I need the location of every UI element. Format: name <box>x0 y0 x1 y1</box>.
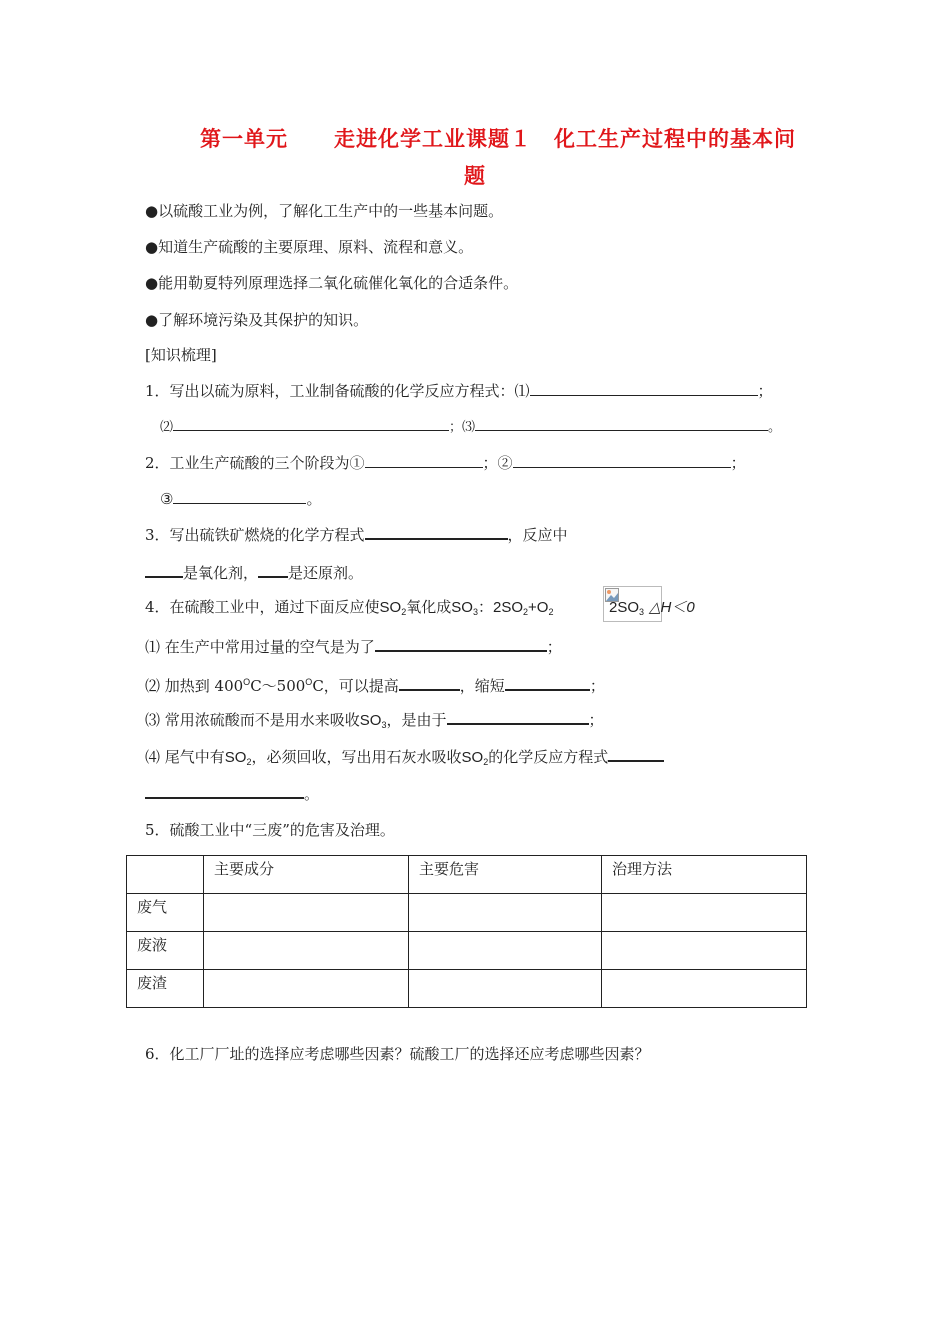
row-label: 废液 <box>127 932 204 970</box>
q4-blank-4a[interactable] <box>608 746 664 762</box>
question-3-line2 <box>145 562 363 583</box>
objective-3: ●能用勒夏特列原理选择二氧化硫催化氧化的合适条件。 <box>145 274 519 292</box>
question-2-line2 <box>160 489 321 509</box>
q3-mid: ，反应中 <box>507 526 568 544</box>
objective-4: ●了解环境污染及其保护的知识。 <box>145 311 369 329</box>
q1-blank-3[interactable] <box>475 416 768 431</box>
table-cell[interactable] <box>409 970 602 1008</box>
q4-p2-end: ； <box>589 677 605 695</box>
q2-p3: ③ <box>160 490 174 508</box>
row-label: 废渣 <box>127 970 204 1008</box>
table-header-cell <box>127 856 204 894</box>
q4-p2c: C，可以提高 <box>312 677 399 695</box>
table-cell[interactable] <box>204 894 409 932</box>
question-5: 5．硫酸工业中“三废”的危害及治理。 <box>145 821 395 839</box>
q1-blank-1[interactable] <box>530 381 758 396</box>
q2-blank-1[interactable] <box>365 453 483 468</box>
q1-end: 。 <box>768 420 782 435</box>
page-title <box>200 123 796 153</box>
q4-p4c: 的化学反应方程式 <box>488 748 609 766</box>
table-row <box>127 932 807 970</box>
q3-blank-1[interactable] <box>365 524 508 540</box>
question-1-line2 <box>160 416 781 438</box>
q2-sep2: ； <box>730 454 746 472</box>
question-4-part-3 <box>145 709 604 731</box>
table-cell[interactable] <box>204 932 409 970</box>
table-cell[interactable] <box>204 970 409 1008</box>
q4-p4-end: 。 <box>304 785 320 803</box>
table-header-cell: 主要危害 <box>409 856 602 894</box>
enthalpy-change: △H＜0 <box>649 599 695 616</box>
q3-line2a: 是氧化剂， <box>183 564 259 582</box>
objective-1: ●以硫酸工业为例，了解化工生产中的一些基本问题。 <box>145 202 504 220</box>
question-4-part-2 <box>145 672 605 696</box>
question-4-part-4 <box>145 746 664 768</box>
section-heading: [知识梳理] <box>145 346 217 364</box>
table-header-row <box>127 856 807 894</box>
q4-p3b: ，是由于 <box>386 711 447 729</box>
q2-sep1: ；② <box>482 454 513 472</box>
q4-p2a: ⑵ 加热到 400 <box>145 677 244 695</box>
question-4 <box>145 597 553 618</box>
q3-blank-2[interactable] <box>145 562 183 578</box>
q4-colon: ： <box>477 598 493 616</box>
question-1 <box>145 381 773 401</box>
q4-p4-so2b: $SO_2$ <box>461 749 489 767</box>
question-3 <box>145 524 568 545</box>
q4-p1-end: ； <box>546 638 562 656</box>
row-label: 废气 <box>127 894 204 932</box>
reaction-right: $2SO_3$ <box>609 599 645 617</box>
table-header-cell: 主要成分 <box>204 856 409 894</box>
q4-p2b: C～500 <box>250 677 306 695</box>
q4-p3a: ⑶ 常用浓硫酸而不是用水来吸收 <box>145 711 360 729</box>
q4-blank-3[interactable] <box>447 709 589 725</box>
q4-blank-2b[interactable] <box>505 675 590 691</box>
q4-blank-2a[interactable] <box>399 675 460 691</box>
q4-p4a: ⑷ 尾气中有 <box>145 748 225 766</box>
q4-text: 4．在硫酸工业中，通过下面反应使 <box>145 598 380 616</box>
three-wastes-table <box>126 855 807 1008</box>
q3-blank-3[interactable] <box>258 562 288 578</box>
table-cell[interactable] <box>409 894 602 932</box>
q4-p1: ⑴ 在生产中常用过量的空气是为了 <box>145 638 375 656</box>
reaction-left: $2SO_2+O_2$ <box>492 599 554 617</box>
table-cell[interactable] <box>602 932 807 970</box>
degree-mark-2: O <box>305 677 313 687</box>
q4-p2d: ，缩短 <box>459 677 505 695</box>
q4-p4-so2: $SO_2$ <box>224 749 252 767</box>
q2-blank-3[interactable] <box>173 489 306 504</box>
page-title-line2: 题 <box>464 163 486 188</box>
question-4-part-1 <box>145 636 562 657</box>
q4-blank-1[interactable] <box>375 636 547 652</box>
objective-2: ●知道生产硫酸的主要原理、原料、流程和意义。 <box>145 238 474 256</box>
q2-end: 。 <box>306 490 322 508</box>
q1-blank-2[interactable] <box>173 416 449 431</box>
q4-blank-4b[interactable] <box>145 783 304 799</box>
q4-p3-end: ； <box>588 711 604 729</box>
table-row <box>127 970 807 1008</box>
q1-p2: ⑵ <box>160 420 174 435</box>
question-6: 6．化工厂厂址的选择应考虑哪些因素？硫酸工厂的选择还应考虑哪些因素？ <box>145 1045 650 1063</box>
q4-so3: $SO_3$ <box>451 599 478 617</box>
degree-mark: O <box>243 677 251 687</box>
table-header-cell: 治理方法 <box>602 856 807 894</box>
question-4-part-4-line2 <box>145 783 319 804</box>
table-row <box>127 894 807 932</box>
table-cell[interactable] <box>602 894 807 932</box>
table-cell[interactable] <box>409 932 602 970</box>
q4-p3-so3: $SO_3$ <box>359 712 387 730</box>
q2-text: 2．工业生产硫酸的三个阶段为① <box>145 454 365 472</box>
question-2 <box>145 453 746 473</box>
q1-sep2: ；⑶ <box>449 420 476 435</box>
q4-so2: $SO_2$ <box>379 599 407 617</box>
q4-p4b: ，必须回收，写出用石灰水吸收 <box>251 748 462 766</box>
table-cell[interactable] <box>602 970 807 1008</box>
q4-oxidize: 氧化成 <box>406 598 452 616</box>
q3-line2b: 是还原剂。 <box>288 564 364 582</box>
q3-text: 3．写出硫铁矿燃烧的化学方程式 <box>145 526 365 544</box>
q1-sep1: ； <box>757 382 773 400</box>
q1-text: 1．写出以硫为原料，工业制备硫酸的化学反应方程式：⑴ <box>145 382 530 400</box>
q2-blank-2[interactable] <box>513 453 731 468</box>
title-unit: 第一单元 <box>200 126 288 151</box>
title-topic: 走进化学工业课题１ 化工生产过程中的基本问 <box>334 126 796 151</box>
